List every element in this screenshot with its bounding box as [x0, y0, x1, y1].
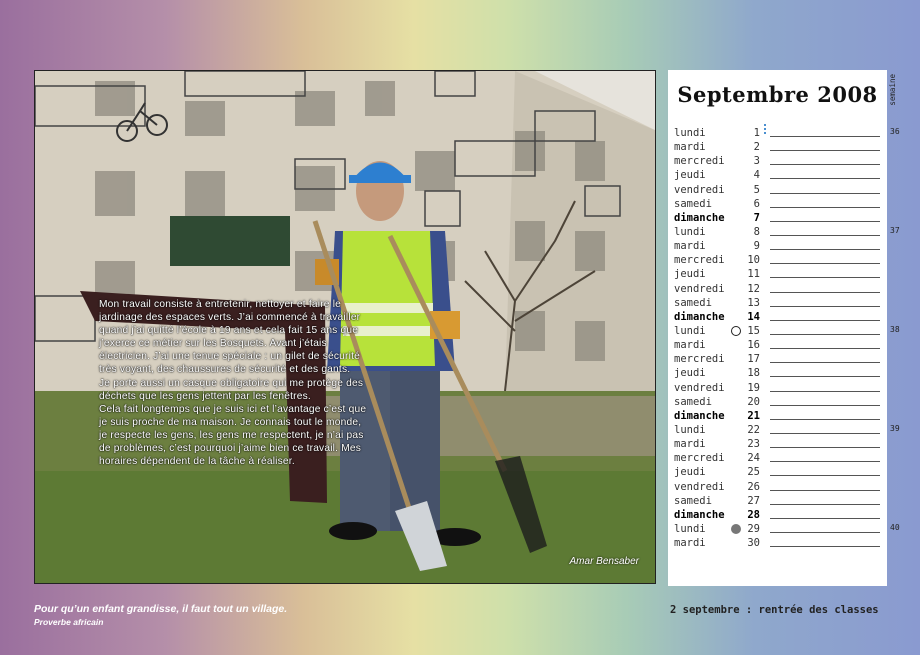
day-number: 28 [747, 508, 760, 521]
writing-line [770, 292, 880, 293]
day-name: samedi [674, 494, 712, 507]
writing-line [770, 362, 880, 363]
day-number: 12 [747, 282, 760, 295]
day-row [674, 353, 884, 367]
day-number: 9 [753, 240, 760, 253]
day-number: 8 [753, 225, 760, 238]
day-name: vendredi [674, 183, 725, 196]
proverb: Pour qu’un enfant grandisse, il faut tout un village. [34, 603, 288, 615]
writing-line [770, 504, 880, 505]
day-row [674, 424, 884, 438]
writing-line [770, 320, 880, 321]
day-row [674, 268, 884, 282]
writing-line [770, 348, 880, 349]
week-number: 38 [890, 325, 900, 335]
day-row [674, 254, 884, 268]
day-name: samedi [674, 197, 712, 210]
writing-line [770, 263, 880, 264]
testimony-paragraph: Cela fait longtemps que je suis ici et l’avantage c’est que je suis proche de ma maison. Je connais tout le monde, je respecte les gens, les gens me respectent, je n’ai pas de problèmes, c’est pourquoi j’aime bien ce travail. Mes horaires dépendent de la tâche à réaliser. [99, 403, 367, 468]
day-number: 27 [747, 494, 760, 507]
day-row [674, 198, 884, 212]
writing-line [770, 306, 880, 307]
photo-credit: Amar Bensaber [569, 556, 639, 567]
writing-line [770, 136, 880, 137]
writing-line [770, 249, 880, 250]
day-number: 5 [753, 183, 760, 196]
writing-line [770, 419, 880, 420]
day-number: 22 [747, 423, 760, 436]
proverb-source: Proverbe africain [34, 617, 104, 627]
day-number: 2 [753, 141, 760, 154]
testimony-paragraph: Je porte aussi un casque obligatoire qui me protège des déchets que les gens jettent par les fenêtres. [99, 377, 364, 402]
day-row [674, 382, 884, 396]
day-number: 25 [747, 466, 760, 479]
day-row [674, 481, 884, 495]
day-number: 18 [747, 367, 760, 380]
calendar-panel [668, 70, 887, 586]
day-row [674, 367, 884, 381]
day-name: mardi [674, 240, 706, 253]
day-row [674, 410, 884, 424]
day-number: 14 [747, 310, 760, 323]
writing-line [770, 334, 880, 335]
writing-line [770, 546, 880, 547]
day-row [674, 311, 884, 325]
day-row [674, 339, 884, 353]
day-name: lundi [674, 423, 706, 436]
day-name: mercredi [674, 155, 725, 168]
day-number: 10 [747, 254, 760, 267]
writing-line [770, 391, 880, 392]
day-number: 11 [747, 268, 760, 281]
day-row [674, 325, 884, 339]
day-name: vendredi [674, 282, 725, 295]
day-number: 30 [747, 537, 760, 550]
writing-line [770, 178, 880, 179]
photo [34, 70, 656, 584]
month-title: Septembre 2008 [677, 82, 878, 107]
day-number: 19 [747, 381, 760, 394]
day-number: 20 [747, 395, 760, 408]
day-number: 13 [747, 296, 760, 309]
day-number: 26 [747, 480, 760, 493]
day-name: jeudi [674, 367, 706, 380]
testimony-text [99, 298, 367, 468]
writing-line [770, 235, 880, 236]
writing-line [770, 207, 880, 208]
day-name: lundi [674, 324, 706, 337]
day-number: 17 [747, 353, 760, 366]
day-number: 3 [753, 155, 760, 168]
day-row [674, 184, 884, 198]
day-row [674, 438, 884, 452]
day-row [674, 226, 884, 240]
writing-line [770, 376, 880, 377]
day-number: 1 [753, 127, 760, 139]
testimony-paragraph: Mon travail consiste à entretenir, nettoyer et faire le jardinage des espaces verts. J’ai commencé à travailler quand j’ai quitté l’école à 19 ans et cela fait 15 ans que j’exerce ce métier sur les Bosquets. Avant j’étais électricien. J’ai une tenue spéciale : un gilet de sécurité très voyant, des chaussures de sécurité et des gants. [99, 299, 361, 376]
today-marker [764, 124, 769, 134]
day-name: lundi [674, 522, 706, 535]
writing-line [770, 475, 880, 476]
writing-line [770, 532, 880, 533]
day-number: 15 [747, 324, 760, 337]
day-number: 4 [753, 169, 760, 182]
writing-line [770, 461, 880, 462]
day-row [674, 127, 884, 141]
day-name: jeudi [674, 268, 706, 281]
day-name: dimanche [674, 508, 725, 521]
writing-line [770, 221, 880, 222]
day-row [674, 466, 884, 480]
day-name: vendredi [674, 381, 725, 394]
writing-line [770, 518, 880, 519]
day-name: mardi [674, 339, 706, 352]
day-number: 16 [747, 339, 760, 352]
day-row [674, 155, 884, 169]
day-number: 21 [747, 409, 760, 422]
day-name: jeudi [674, 169, 706, 182]
day-name: samedi [674, 395, 712, 408]
day-row [674, 537, 884, 551]
day-name: dimanche [674, 211, 725, 224]
day-number: 6 [753, 197, 760, 210]
day-name: dimanche [674, 310, 725, 323]
day-name: lundi [674, 225, 706, 238]
day-number: 29 [747, 522, 760, 535]
day-name: vendredi [674, 480, 725, 493]
day-list [674, 127, 884, 551]
day-row [674, 509, 884, 523]
writing-line [770, 193, 880, 194]
day-name: samedi [674, 296, 712, 309]
day-row [674, 212, 884, 226]
week-number: 36 [890, 127, 900, 136]
day-name: mercredi [674, 452, 725, 465]
writing-line [770, 164, 880, 165]
day-row [674, 452, 884, 466]
writing-line [770, 490, 880, 491]
week-number: 37 [890, 226, 900, 236]
day-number: 24 [747, 452, 760, 465]
day-row [674, 141, 884, 155]
day-name: mardi [674, 141, 706, 154]
day-row [674, 396, 884, 410]
day-name: mardi [674, 537, 706, 550]
week-header: semaine [888, 74, 897, 106]
day-row [674, 240, 884, 254]
day-name: jeudi [674, 466, 706, 479]
day-name: lundi [674, 127, 706, 139]
day-name: mercredi [674, 254, 725, 267]
day-row [674, 169, 884, 183]
day-number: 23 [747, 438, 760, 451]
day-name: mercredi [674, 353, 725, 366]
writing-line [770, 277, 880, 278]
writing-line [770, 150, 880, 151]
day-number: 7 [753, 211, 760, 224]
writing-line [770, 405, 880, 406]
day-row [674, 297, 884, 311]
event-note: 2 septembre : rentrée des classes [670, 604, 879, 616]
day-row [674, 283, 884, 297]
week-number: 40 [890, 523, 900, 533]
writing-line [770, 433, 880, 434]
day-name: dimanche [674, 409, 725, 422]
day-row [674, 523, 884, 537]
week-number: 39 [890, 424, 900, 434]
writing-line [770, 447, 880, 448]
day-row [674, 495, 884, 509]
day-name: mardi [674, 438, 706, 451]
